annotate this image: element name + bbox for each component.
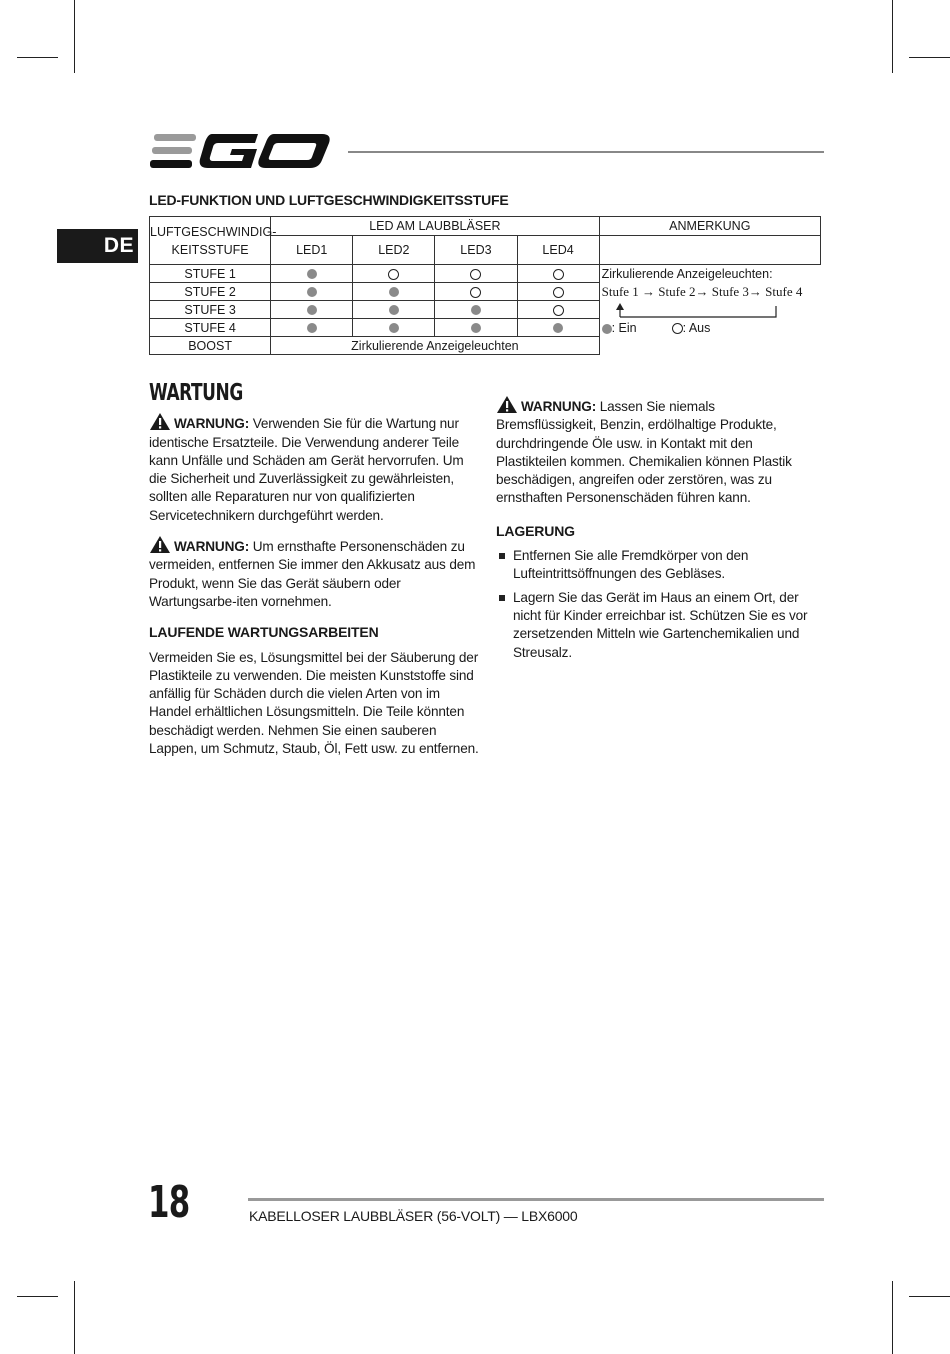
led-state-cell (353, 301, 435, 319)
note-cell (599, 236, 820, 335)
speed-level-label: STUFE 2 (150, 283, 271, 301)
led-off-icon (388, 269, 399, 280)
crop-mark (892, 0, 893, 73)
warning-triangle-icon (149, 535, 171, 554)
warning-paragraph (149, 412, 479, 525)
warning-paragraph (149, 535, 479, 611)
led-state-cell (271, 301, 353, 319)
led-on-icon (389, 287, 399, 297)
led-state-cell (435, 319, 517, 337)
warning-text: Lassen Sie niemals Bremsflüssigkeit, Benzin, erdölhaltige Produkte, durchdringende Öle usw. in Kontakt mit den Plastikteilen kommen. Chemikalien können Plastik beschädigen, angreifen oder zerstören, was zu ernsthaften Personenschäden führen kann. (496, 399, 792, 506)
led-off-icon (470, 269, 481, 280)
warning-triangle-icon (149, 412, 171, 431)
right-column (496, 395, 814, 667)
header-led: LED AM LAUBBLÄSER (271, 217, 599, 236)
storage-list (496, 547, 814, 662)
led-state-cell (435, 301, 517, 319)
led-on-icon (602, 324, 612, 334)
legend-off-label: : Aus (682, 321, 711, 335)
list-item: Entfernen Sie alle Fremdkörper von den Lufteintrittsöffnungen des Gebläses. (496, 547, 814, 584)
header-rule (348, 151, 824, 153)
footer-rule (248, 1198, 824, 1201)
left-column (149, 380, 479, 758)
led-state-cell (435, 283, 517, 301)
header-note: ANMERKUNG (599, 217, 820, 236)
speed-level-label: STUFE 3 (150, 301, 271, 319)
led-column-header: LED4 (517, 236, 599, 265)
led-on-icon (389, 305, 399, 315)
subheading-storage: LAGERUNG (496, 522, 575, 539)
legend-on-label: : Ein (611, 321, 637, 335)
led-off-icon (672, 323, 683, 334)
led-state-cell (353, 283, 435, 301)
led-state-cell (271, 319, 353, 337)
led-state-cell (271, 283, 353, 301)
maintenance-paragraph: Vermeiden Sie es, Lösungsmittel bei der Säuberung der Plastikteile zu verwenden. Die meisten Kunststoffe sind anfällig für Schäden durch die vielen Arten von im Handel erhältlichen Lösungsmitteln. Die Teile könnten beschädigt werden. Nehmen Sie einen sauberen Lappen, um Schmutz, Staub, Öl, Fett usw. zu entfernen. (149, 649, 479, 757)
note-sequence: Stufe 1 → Stufe 2→ Stufe 3→ Stufe 4 (601, 284, 803, 299)
led-section-title: LED-FUNKTION UND LUFTGESCHWINDIGKEITSSTUFE (149, 192, 509, 208)
page-number: 18 (148, 1177, 190, 1228)
boost-label: BOOST (150, 337, 271, 355)
speed-level-label: STUFE 1 (150, 265, 271, 283)
led-column-header: LED2 (353, 236, 435, 265)
led-on-icon (553, 323, 563, 333)
subheading-maintenance: LAUFENDE WARTUNGSARBEITEN (149, 624, 379, 641)
warning-text: Verwenden Sie für die Wartung nur identische Ersatzteile. Die Verwendung anderer Teile kann Unfälle und Schäden am Gerät hervorrufen. Um die Sicherheit und Zuverlässigkeit zu gewährleisten, sollten alle Reparaturen nur von qualifizierten Servicetechnikern durchgeführt werden. (149, 416, 464, 523)
footer-product-title: KABELLOSER LAUBBLÄSER (56-VOLT) — LBX6000 (249, 1208, 578, 1224)
led-state-cell (271, 265, 353, 283)
warning-paragraph (496, 395, 814, 508)
led-state-cell (517, 265, 599, 283)
led-column-header: LED3 (435, 236, 517, 265)
note-legend (602, 320, 711, 336)
led-off-icon (553, 305, 564, 316)
warning-text: Um ernsthafte Personenschäden zu vermeiden, entfernen Sie immer den Akkusatz aus dem Produkt, wenn Sie das Gerät säubern oder Wartungsarbe-iten vornehmen. (149, 539, 476, 609)
crop-mark (17, 1296, 58, 1297)
warning-label: WARNUNG: (174, 539, 250, 555)
crop-mark (74, 0, 75, 73)
ego-logo (150, 130, 332, 177)
led-state-cell (435, 265, 517, 283)
led-state-cell (517, 283, 599, 301)
led-state-cell (517, 301, 599, 319)
led-state-cell (517, 319, 599, 337)
led-on-icon (307, 323, 317, 333)
language-tab: DE (57, 229, 138, 263)
boost-value: Zirkulierende Anzeigeleuchten (271, 337, 599, 355)
warning-label: WARNUNG: (521, 399, 597, 414)
header-speed-level: LUFTGESCHWINDIG- KEITSSTUFE (150, 217, 271, 265)
warning-triangle-icon (496, 395, 518, 414)
led-column-header: LED1 (271, 236, 353, 265)
crop-mark (892, 1281, 893, 1354)
crop-mark (17, 57, 58, 58)
led-on-icon (307, 287, 317, 297)
led-off-icon (470, 287, 481, 298)
led-state-cell (353, 265, 435, 283)
cycle-arrow-icon (614, 303, 778, 319)
warning-label: WARNUNG: (174, 416, 250, 432)
led-on-icon (471, 323, 481, 333)
led-state-cell (353, 319, 435, 337)
led-off-icon (553, 269, 564, 280)
section-heading-wartung: WARTUNG (149, 380, 243, 406)
speed-level-label: STUFE 4 (150, 319, 271, 337)
table-row (150, 319, 821, 337)
led-on-icon (471, 305, 481, 315)
note-title: Zirkulierende Anzeigeleuchten: (601, 267, 773, 281)
crop-mark (909, 1296, 950, 1297)
led-table (149, 216, 821, 355)
crop-mark (74, 1281, 75, 1354)
led-on-icon (307, 269, 317, 279)
crop-mark (909, 57, 950, 58)
led-on-icon (389, 323, 399, 333)
list-item: Lagern Sie das Gerät im Haus an einem Ort, der nicht für Kinder erreichbar ist. Schützen Sie es vor zersetzenden Mitteln wie Gartenchemikalien und Streusalz. (496, 589, 814, 662)
led-off-icon (553, 287, 564, 298)
led-on-icon (307, 305, 317, 315)
